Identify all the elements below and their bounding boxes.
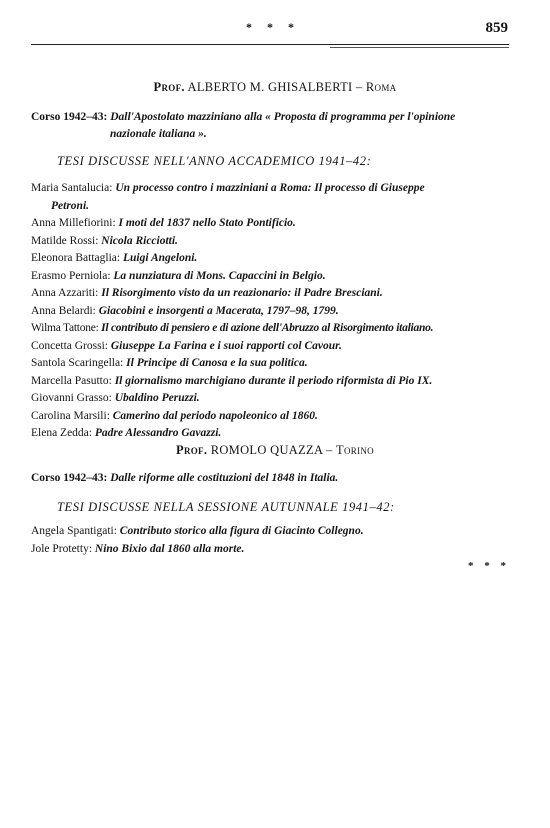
student-name: Carolina Marsili: bbox=[31, 409, 110, 422]
course-label: Corso 1942–43: bbox=[31, 472, 108, 484]
thesis-title: Giuseppe La Farina e i suoi rapporti col Cavour. bbox=[110, 339, 342, 352]
thesis-title: Nicola Ricciotti. bbox=[101, 234, 178, 247]
thesis-title: Nino Bixio dal 1860 alla morte. bbox=[94, 542, 245, 555]
theses-list bbox=[31, 523, 516, 558]
thesis-title: Giacobini e insorgenti a Macerata, 1797–98, 1799. bbox=[98, 304, 339, 317]
prof-city: Torino bbox=[336, 443, 374, 457]
header-ornament-stars: * * * bbox=[246, 20, 300, 34]
list-item bbox=[31, 285, 516, 303]
theses-heading: TESI DISCUSSE NELLA SESSIONE AUTUNNALE 1941–42: bbox=[57, 500, 395, 514]
list-item bbox=[31, 408, 516, 426]
list-item bbox=[31, 215, 516, 233]
prof-name: ROMOLO QUAZZA bbox=[210, 443, 323, 457]
student-name: Elena Zedda: bbox=[31, 427, 92, 439]
thesis-title: Il giornalismo marchigiano durante il periodo riformista di Pio IX. bbox=[114, 374, 433, 387]
prof-city: Roma bbox=[365, 80, 397, 94]
list-item bbox=[31, 373, 516, 391]
list-item bbox=[31, 180, 516, 215]
student-name: Wilma Tattone: bbox=[31, 322, 99, 334]
header-rule bbox=[31, 44, 509, 45]
student-name: Anna Belardi: bbox=[31, 304, 96, 317]
list-item bbox=[31, 390, 516, 408]
prof-name: ALBERTO M. GHISALBERTI bbox=[187, 80, 353, 94]
student-name: Eleonora Battaglia: bbox=[31, 252, 121, 264]
theses-list bbox=[31, 180, 516, 443]
course-entry bbox=[31, 470, 511, 487]
prof-title: Prof. bbox=[176, 443, 208, 457]
list-item bbox=[31, 355, 516, 373]
student-name: Santola Scaringella: bbox=[31, 357, 124, 369]
page-number: 859 bbox=[485, 20, 508, 36]
thesis-title: Il Risorgimento visto da un reazionario: il Padre Bresciani. bbox=[101, 287, 383, 299]
thesis-title: La nunziatura di Mons. Capaccini in Belgio. bbox=[113, 269, 326, 282]
thesis-title: Un processo contro i mazziniani a Roma: Il processo di Giuseppe bbox=[115, 182, 425, 194]
list-item bbox=[31, 303, 516, 321]
student-name: Concetta Grossi: bbox=[31, 339, 108, 352]
prof-title: Prof. bbox=[153, 80, 185, 94]
course-entry bbox=[31, 109, 511, 143]
student-name: Jole Protetty: bbox=[31, 542, 93, 555]
list-item bbox=[31, 268, 516, 286]
course-description-continued: nazionale italiana ». bbox=[110, 128, 207, 140]
student-name: Erasmo Perniola: bbox=[31, 269, 111, 282]
header-rule-secondary bbox=[330, 47, 509, 48]
heading-separator: – bbox=[326, 443, 333, 457]
list-item bbox=[31, 338, 516, 356]
student-name: Anna Azzariti: bbox=[31, 287, 99, 299]
student-name: Matilde Rossi: bbox=[31, 234, 99, 247]
footer-ornament-stars: * * * bbox=[468, 560, 510, 572]
thesis-title: Padre Alessandro Gavazzi. bbox=[94, 427, 222, 439]
student-name: Maria Santalucia: bbox=[31, 182, 113, 194]
theses-heading: TESI DISCUSSE NELL'ANNO ACCADEMICO 1941–42: bbox=[57, 154, 372, 168]
course-description: Dall'Apostolato mazziniano alla « Proposta di programma per l'opinione bbox=[110, 111, 456, 123]
thesis-title: Luigi Angeloni. bbox=[122, 252, 198, 264]
heading-separator: – bbox=[355, 80, 363, 94]
course-label: Corso 1942–43: bbox=[31, 111, 108, 123]
thesis-title: Il Principe di Canosa e la sua politica. bbox=[126, 357, 308, 369]
list-item bbox=[31, 425, 516, 443]
list-item bbox=[31, 233, 516, 251]
professor-heading-ghisalberti bbox=[0, 80, 550, 95]
thesis-title: I moti del 1837 nello Stato Pontificio. bbox=[118, 217, 296, 229]
list-item bbox=[31, 541, 516, 559]
professor-heading-quazza bbox=[0, 443, 550, 458]
thesis-title: Camerino dal periodo napoleonico al 1860. bbox=[112, 409, 318, 422]
course-description: Dalle riforme alle costituzioni del 1848 in Italia. bbox=[110, 472, 339, 484]
list-item bbox=[31, 250, 516, 268]
student-name: Anna Millefiorini: bbox=[31, 217, 116, 229]
thesis-title: Ubaldino Peruzzi. bbox=[114, 392, 200, 404]
student-name: Marcella Pasutto: bbox=[31, 374, 112, 387]
student-name: Angela Spantigati: bbox=[31, 525, 117, 537]
thesis-title: Contributo storico alla figura di Giacinto Collegno. bbox=[119, 525, 364, 537]
student-name: Giovanni Grasso: bbox=[31, 392, 112, 404]
list-item bbox=[31, 523, 516, 541]
thesis-title-continued: Petroni. bbox=[51, 199, 90, 212]
thesis-title: Il contributo di pensiero e di azione dell'Abruzzo al Risorgimento italiano. bbox=[101, 322, 434, 334]
list-item bbox=[31, 320, 516, 338]
